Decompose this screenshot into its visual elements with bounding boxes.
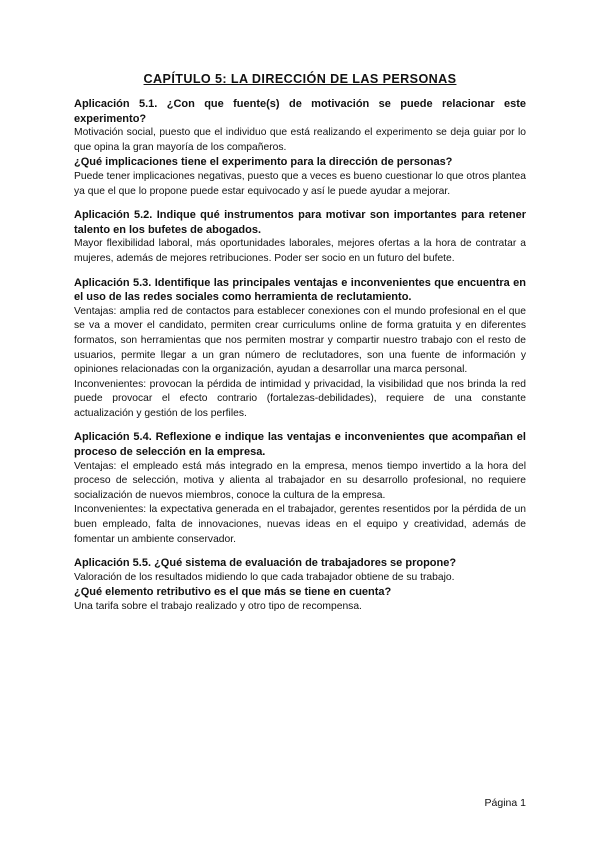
answer-paragraph: Mayor flexibilidad laboral, más oportunidades laborales, mejores ofertas a la hora de contratar a mujeres, además de mejores retribuciones. Poder ser socio en un futuro del bufete. — [74, 238, 526, 264]
page-number: Página 1 — [484, 797, 526, 809]
application-section — [74, 208, 526, 266]
answer-paragraph: Ventajas: el empleado está más integrado en la empresa, menos tiempo invertido a la hora del proceso de selección, motiva y alienta al trabajador en su desarrollo profesional, no requiere socialización de nuevos miembros, conoce la cultura de la empresa. — [74, 460, 526, 501]
document-body — [74, 97, 526, 615]
answer-paragraph: Puede tener implicaciones negativas, puesto que a veces es bueno cuestionar lo que otros plantea ya que el que lo propone puede estar equivocado y así le puede ayudar a mejorar. — [74, 170, 526, 197]
application-section — [74, 97, 526, 199]
question-heading: Aplicación 5.3. Identifique las principales ventajas e inconvenientes que encuentra en el uso de las redes sociales como herramienta de reclutamiento. — [74, 276, 526, 304]
answer-paragraph: Inconvenientes: provocan la pérdida de intimidad y privacidad, la visibilidad que nos brinda la red puede provocar el efecto contrario (fortalezas-debilidades), requiere de una constante actualización y gestión de los perfiles. — [74, 378, 526, 419]
question-heading: Aplicación 5.5. ¿Qué sistema de evaluación de trabajadores se propone? — [74, 557, 457, 570]
question-heading: ¿Qué implicaciones tiene el experimento para la dirección de personas? — [74, 156, 453, 169]
answer-paragraph: Una tarifa sobre el trabajo realizado y otro tipo de recompensa. — [74, 601, 362, 612]
question-heading: Aplicación 5.1. ¿Con que fuente(s) de motivación se puede relacionar este experimento? — [74, 98, 526, 125]
question-heading: Aplicación 5.4. Reflexione e indique las ventajas e inconvenientes que acompañan el proceso de selección en la empresa. — [74, 431, 526, 459]
question-heading: ¿Qué elemento retributivo es el que más se tiene en cuenta? — [74, 586, 392, 599]
document-page — [74, 72, 526, 624]
application-section — [74, 556, 526, 614]
application-section — [74, 276, 526, 422]
answer-paragraph: Inconvenientes: la expectativa generada en el trabajador, gerentes resentidos por la pérdida de un buen empleado, falta de innovaciones, nuevas ideas en el equipo y creatividad, además de fomentar un ambiente conservador. — [74, 504, 526, 545]
answer-paragraph: Valoración de los resultados midiendo lo que cada trabajador obtiene de su trabajo. — [74, 571, 455, 583]
answer-paragraph: Ventajas: amplia red de contactos para establecer conexiones con el mundo profesional en el que se va a mover el candidato, permiten crear curriculums online de forma gratuita y en diferentes formatos, son herramientas que nos permiten mostrar y compartir nuestro trabajo con el resto de usuarios, permite llegar a un gran número de reclutadores, son una fuente de información y opiniones relacionadas con la organización, ayudan a desarrollar una marca personal. — [74, 305, 526, 376]
application-section — [74, 430, 526, 547]
answer-paragraph: Motivación social, puesto que el individuo que está realizando el experimento se deja guiar por lo que opina la gran mayoría de los compañeros. — [74, 127, 526, 153]
chapter-title: CAPÍTULO 5: LA DIRECCIÓN DE LAS PERSONAS — [143, 72, 457, 86]
question-heading: Aplicación 5.2. Indique qué instrumentos para motivar son importantes para retener talento en los bufetes de abogados. — [74, 209, 526, 236]
